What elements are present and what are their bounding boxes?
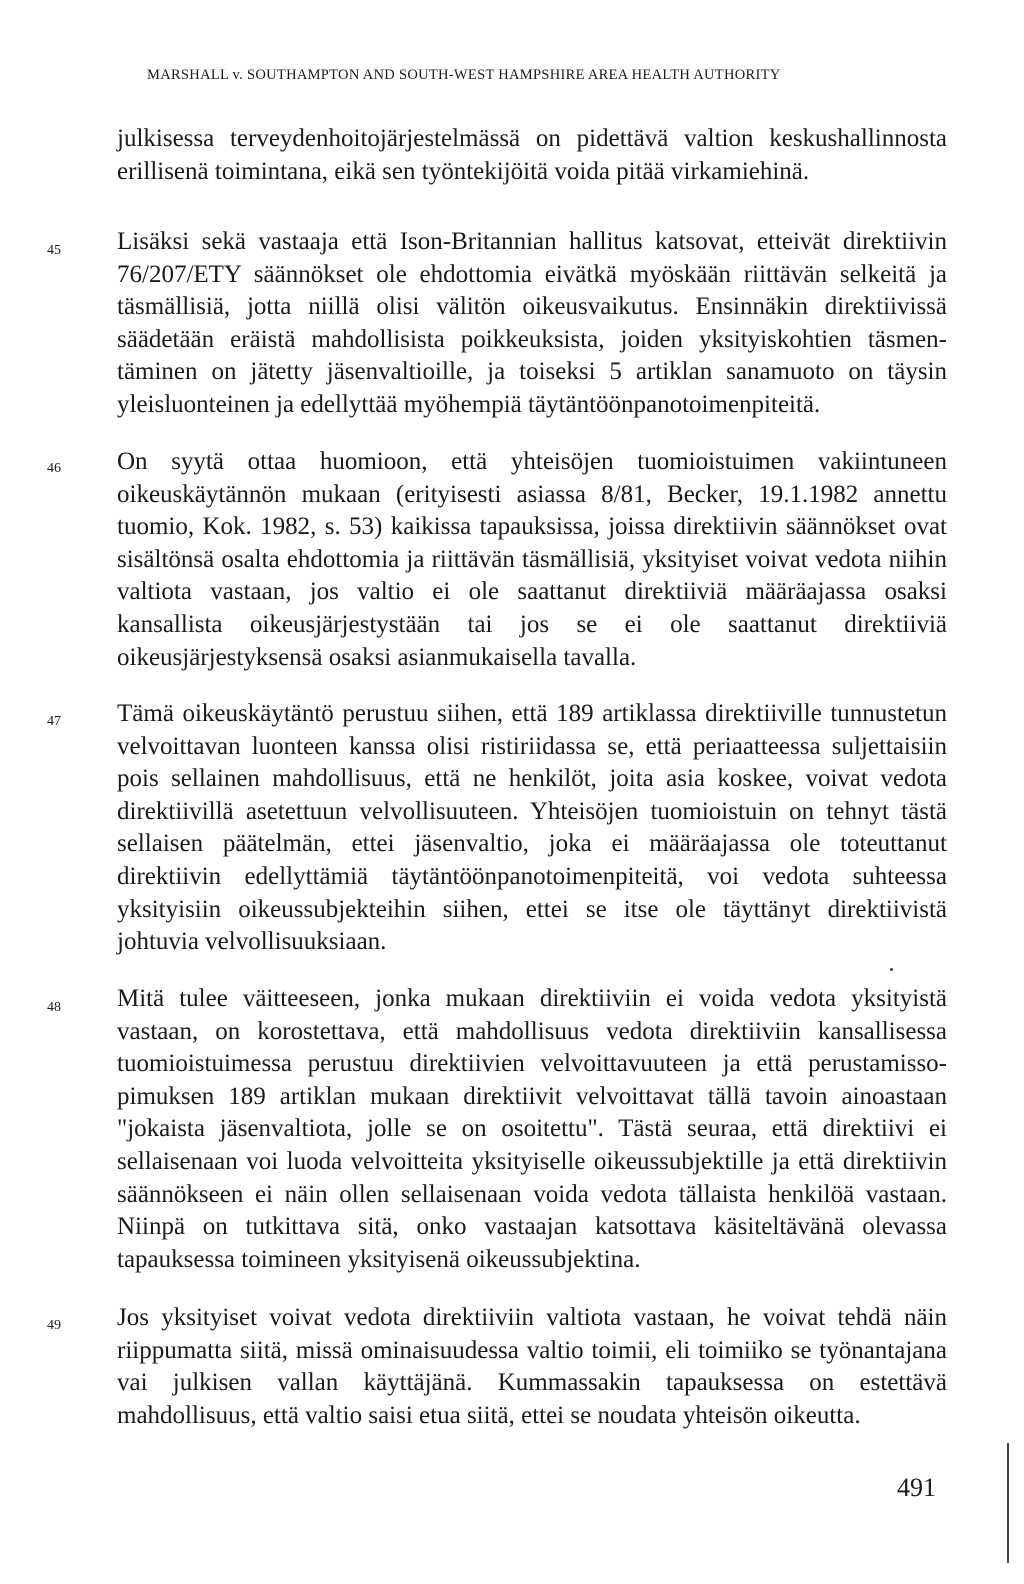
scan-edge-mark: [1007, 1443, 1009, 1563]
paragraph-text: On syytä ottaa huomioon, että yhteisöjen tuomioistuimen vakiintuneen oikeuskäytännön mukaan (erityisesti asiassa 8/81, Becker, 19.1.1982 annettu tuomio, Kok. 1982, s. 53) kaikissa tapauksissa, joissa direktiivin säännökset ovat sisältönsä osalta ehdottomia ja riittävän täsmällisiä, yksityiset voivat vedota niihin valtiota vastaan, jos valtio ei ole saattanut direktiiviä määräajassa osaksi kansallista oikeusjärjestystään tai jos se ei ole saattanut direktiiviä oikeusjärjestyksensä osaksi asianmukaisella tavalla.: [117, 448, 947, 671]
paragraph-number: 47: [47, 714, 61, 729]
paragraph-continuation: julkisessa terveydenhoitojärjestelmässä on pidettävä valtion keskushallinnosta erillisenä toimintana, eikä sen työntekijöitä voida pitää virkamiehinä.: [117, 125, 947, 185]
speck-mark: [890, 968, 893, 971]
paragraph-number: 46: [47, 461, 61, 476]
paragraph-text: Jos yksityiset voivat vedota direktiiviin valtiota vastaan, he voivat tehdä näin riippumatta siitä, missä ominaisuudessa valtio toimii, eli toimiiko se työnantajana vai julkisen vallan käyttäjänä. Kummassakin tapauksessa on estettävä mahdollisuus, että valtio saisi etua siitä, ettei se noudata yhteisön oikeutta.: [117, 1304, 947, 1429]
paragraph-text: Lisäksi sekä vastaaja että Ison-Britannian hallitus katsovat, etteivät direktiivin 76/207/ETY säännökset ole ehdottomia eivätkä myöskään riittävän selkeitä ja täsmällisiä, jotta niillä olisi välitön oikeusvaikutus. Ensinnäkin direktiivissä säädetään eräistä mahdollisista poikkeuksista, joiden yksityiskohtien täsmentäminen on jätetty jäsenvaltioille, ja toiseksi 5 artiklan sanamuoto on täysin yleisluonteinen ja edellyttää myöhempiä täytäntöönpanotoimenpiteitä.: [117, 228, 947, 418]
paragraph-number: 49: [47, 1318, 61, 1333]
paragraph-text: Tämä oikeuskäytäntö perustuu siihen, että 189 artiklassa direktiiville tunnustetun velvoittavan luonteen kanssa olisi ristiriidassa se, että periaatteessa suljettaisiin pois sellainen mahdollisuus, että ne henkilöt, joita asia koskee, voivat vedota direktiivillä asetettuun velvollisuuteen. Yhteisöjen tuomioistuin on tehnyt tästä sellaisen päätelmän, ettei jäsenvaltio, joka ei määräajassa ole toteuttanut direktiivin edellyttämiä täytäntöönpanotoimenpiteitä, voi vedota suhteessa yksityisiin oikeussubjekteihin siihen, ettei se itse ole täyttänyt direktiivistä johtuvia velvollisuuksiaan.: [117, 700, 947, 956]
paragraph-number: 48: [47, 1000, 61, 1015]
page-number: 491: [897, 1473, 936, 1502]
running-header: MARSHALL v. SOUTHAMPTON AND SOUTH-WEST HAMPSHIRE AREA HEALTH AUTHORITY: [147, 67, 781, 83]
paragraph-text: Mitä tulee väitteeseen, jonka mukaan direktiiviin ei voida vedota yksityistä vastaan, on korostettava, että mahdollisuus vedota direktiiviin kansallisessa tuomioistuimessa perustuu direktiivien velvoittavuuteen ja että perustamissopimuksen 189 artiklan mukaan direktiivit velvoittavat tällä tavoin ainoastaan "jokaista jäsenvaltiota, jolle se on osoitettu". Tästä seuraa, että direktiivi ei sellaisenaan voi luoda velvoitteita yksityiselle oikeussubjektille ja että direktiivin säännökseen ei näin ollen sellaisenaan voida vedota tällaista henkilöä vastaan. Niinpä on tutkittava sitä, onko vastaajan katsottava käsiteltävänä olevassa tapauksessa toimineen yksityisenä oikeussubjektina.: [117, 985, 947, 1273]
paragraph-number: 45: [47, 243, 61, 258]
